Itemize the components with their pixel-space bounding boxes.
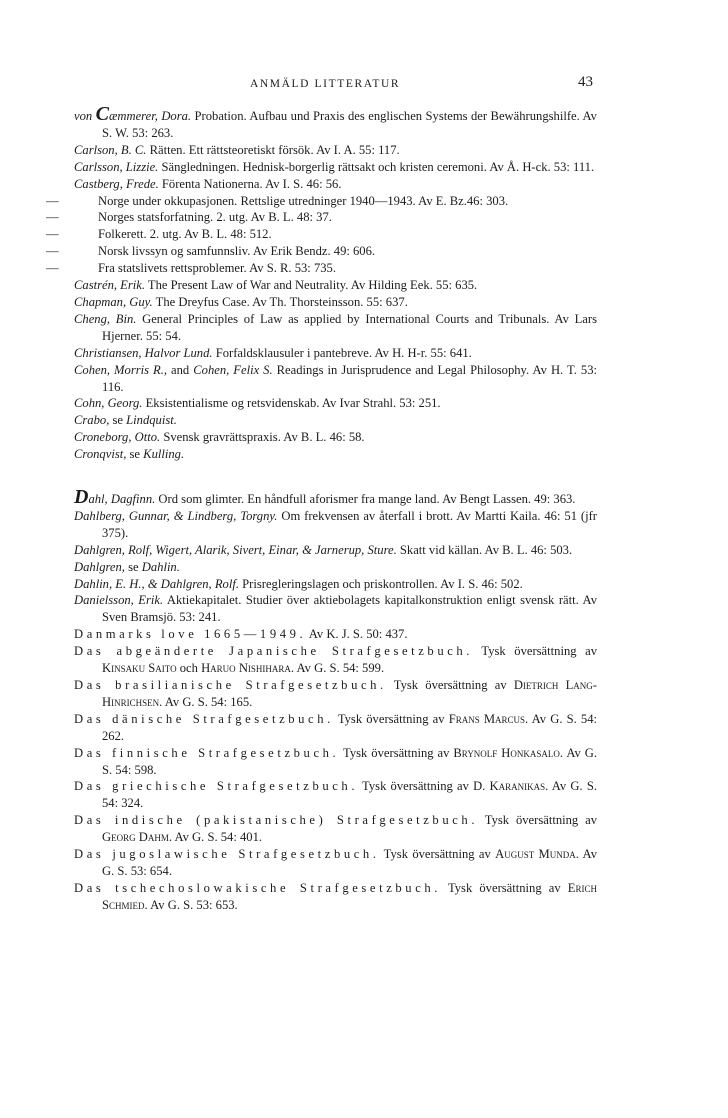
bibliography-entry [46,193,597,210]
author-name: Cohen, Felix S. [193,362,273,377]
entry-text: The Dreyfus Case. Av Th. Thorsteinsson. 55: 637. [152,294,408,309]
entry-text: Tysk översättning av [478,813,598,828]
bibliography-entry [74,677,597,711]
entry-text: Folkerett. 2. utg. Av B. L. 48: 512. [98,227,272,242]
bibliography-entry [74,311,597,345]
author-initial: D [74,486,89,509]
translator-name: Brynolf Honkasalo [453,745,560,760]
entry-text: Fra statslivets rettsproblemer. Av S. R. 53: 735. [98,261,336,276]
ditto-dash: — [46,227,59,242]
entry-text: Svensk gravrättspraxis. Av B. L. 46: 58. [160,430,365,445]
ditto-dash: — [46,210,59,225]
entry-text: Tysk översättning av [441,880,568,895]
entry-text: Rätten. Ett rättsteoretiskt försök. Av I. A. 55: 117. [146,142,400,157]
entry-text: Om frekvensen av återfall i brott. Av Martti Kaila. 46: 51 (jfr 375). [102,508,597,540]
entry-reference: . Av G. S. 53: 654. [102,847,597,878]
spaced-title: Das brasilianische Strafgesetzbuch. [74,678,387,692]
entry-text: Tysk översättning av [386,678,514,692]
bibliography-entry [74,103,597,142]
author-name: Chapman, Guy. [74,294,153,309]
entry-text: Aktiekapitalet. Studier över aktiebolagets kapitalkonstruktion enligt svensk rätt. Av Sven Bramsjö. 53: 241. [102,593,597,625]
entry-text: Readings in Jurisprudence and Legal Philosophy. Av H. T. 53: 116. [102,362,597,394]
author-name: Crabo, [74,413,110,428]
bibliography-entry [74,159,597,176]
running-title: ANMÄLD LITTERATUR [250,78,401,90]
author-name: Dahlberg, Gunnar, & Lindberg, Torgny. [74,508,278,523]
entry-reference: . Av G. S. 54: 165. [159,694,253,709]
bibliography-entry [74,745,597,779]
translator-name: Dietrich Lang-Hinrichsen [102,678,597,709]
spaced-title: Das abgeänderte Japanische Strafgesetzbuch. [74,644,474,659]
bibliography-entry [74,643,597,677]
entry-text: Norge under okkupasjonen. Rettslige utredninger 1940—1943. Av E. Bz.46: 303. [98,193,509,208]
entry-reference: . Av G. S. 54: 401. [168,830,263,845]
bibliography-entry [46,260,597,277]
author-initial: C [95,103,109,125]
author-name: Cohn, Georg. [74,396,143,411]
author-name: Carlsson, Lizzie. [74,159,159,174]
cross-reference-label: se [124,559,142,574]
bibliography-entry [74,486,597,509]
page-header [0,74,728,98]
bibliography-entry [46,209,597,226]
bibliography-entry [74,576,597,593]
entry-text: Tysk översättning av [333,711,449,726]
entry-text: Forfaldsklausuler i pantebreve. Av H. H-r. 55: 641. [212,345,472,360]
entry-text: Tysk översättning av D. [358,779,490,794]
entry-text: Tysk översättning av [473,644,597,659]
entry-text: Av K. J. S. 50: 437. [306,627,408,642]
spaced-title: Das dänische Strafgesetzbuch. [74,711,334,726]
bibliography-entry [74,626,597,643]
author-name: Carlson, B. C. [74,142,147,157]
cross-reference-target: Kulling. [143,447,185,462]
entry-reference: . Av G. S. 54: 599. [290,661,385,676]
spaced-title: Das tschechoslowakische Strafgesetzbuch. [74,880,442,895]
bibliography-entry [74,345,597,362]
bibliography-list [46,103,598,914]
ditto-dash: — [46,261,59,276]
bibliography-entry [74,362,597,396]
entry-text: Tysk översättning av [379,847,496,862]
bibliography-entry [46,226,597,243]
author-name: Dahlgren, Rolf, Wigert, Alarik, Sivert, Einar, & Jarnerup, Sture. [74,542,397,557]
author-name: Dahlgren, [74,559,125,574]
entry-text: Skatt vid källan. Av B. L. 46: 503. [396,542,573,557]
entry-text: General Principles of Law as applied by International Courts and Tribunals. Av Lars Hjerner. 55: 54. [102,311,597,343]
translator-name: Karanikas [489,779,546,794]
bibliography-entry [74,277,597,294]
page-number: 43 [578,74,593,90]
bibliography-entry [74,412,597,429]
bibliography-entry [74,592,597,626]
bibliography-entry [74,446,597,463]
bibliography-entry [74,812,597,846]
author-name: Cohen, Morris R., [74,362,168,377]
spaced-title: Das jugoslawische Strafgesetzbuch. [74,847,380,862]
bibliography-entry [74,508,597,542]
spaced-title: Das finnische Strafgesetzbuch. [74,745,340,760]
entry-text: Norges statsforfatning. 2. utg. Av B. L. 48: 37. [98,210,332,225]
author-name: Danielsson, Erik. [74,593,164,608]
author-name: Christiansen, Halvor Lund. [74,345,213,360]
spaced-title: Danmarks love 1665—1949. [74,627,307,642]
translator-name: August Munda [495,847,576,862]
spaced-title: Das indische (pakistanische) Strafgesetzbuch. [74,813,479,828]
entry-reference: . Av G. S. 54: 324. [102,779,597,811]
entry-text: Sängledningen. Hednisk-borgerlig rättsakt och kristen ceremoni. Av Å. H-ck. 53: 111. [158,159,595,174]
cross-reference-label: se [109,413,127,428]
cross-reference-target: Lindquist. [126,413,177,428]
author-name: Dahlin, E. H., & Dahlgren, Rolf. [74,576,239,591]
entry-reference: . Av G. S. 54: 262. [102,711,597,743]
author-name: æmmerer, Dora. [109,109,192,123]
cross-reference-target: Dahlin. [141,559,180,574]
entry-reference: . Av G. S. 53: 653. [144,897,238,912]
author-name: Cheng, Bin. [74,311,137,326]
author-name: ahl, Dagfinn. [88,492,156,507]
bibliography-entry [74,142,597,159]
entry-text: Förenta Nationerna. Av I. S. 46: 56. [158,176,342,191]
bibliography-entry [74,880,597,914]
bibliography-entry [74,542,597,559]
ditto-dash: — [46,193,59,208]
bibliography-entry [74,778,597,812]
entry-text: Eksistentialisme og retsvidenskab. Av Ivar Strahl. 53: 251. [142,396,441,411]
entry-text: Ord som glimter. En håndfull aforismer fra mange land. Av Bengt Lassen. 49: 363. [155,492,576,507]
bibliography-entry [74,559,597,576]
entry-text: Prisregleringslagen och priskontrollen. Av I. S. 46: 502. [239,576,523,591]
author-name: Croneborg, Otto. [74,430,161,445]
entry-text: Tysk översättning av [339,745,454,760]
entry-text: och [176,661,202,676]
author-conjunction: and [167,362,194,377]
cross-reference-label: se [126,447,144,462]
entry-text: The Present Law of War and Neutrality. Av Hilding Eek. 55: 635. [145,278,478,293]
bibliography-entry [46,243,597,260]
translator-name: Frans Marcus [448,711,526,726]
translator-name: Kinsaku Saito [102,661,177,676]
translator-name: Erich Schmied [102,880,597,912]
bibliography-entry [74,294,597,311]
bibliography-entry [74,176,597,193]
bibliography-entry [74,429,597,446]
author-name: Castberg, Frede. [74,176,159,191]
bibliography-entry [74,711,597,745]
spaced-title: Das griechische Strafgesetzbuch. [74,779,359,794]
entry-text: Norsk livssyn og samfunnsliv. Av Erik Bendz. 49: 606. [98,244,376,259]
author-name: Castrén, Erik. [74,278,146,293]
author-name: Cronqvist, [74,447,127,462]
ditto-dash: — [46,244,59,259]
bibliography-entry [74,395,597,412]
author-prefix: von [74,109,96,123]
bibliography-entry [74,846,597,880]
entry-text: Probation. Aufbau und Praxis des englischen Systems der Bewährungshilfe. Av S. W. 53: 263. [102,109,597,140]
translator-name: Georg Dahm [102,830,169,845]
entry-reference: . Av G. S. 54: 598. [102,745,597,777]
translator-name: Haruo Nishihara [201,661,291,676]
